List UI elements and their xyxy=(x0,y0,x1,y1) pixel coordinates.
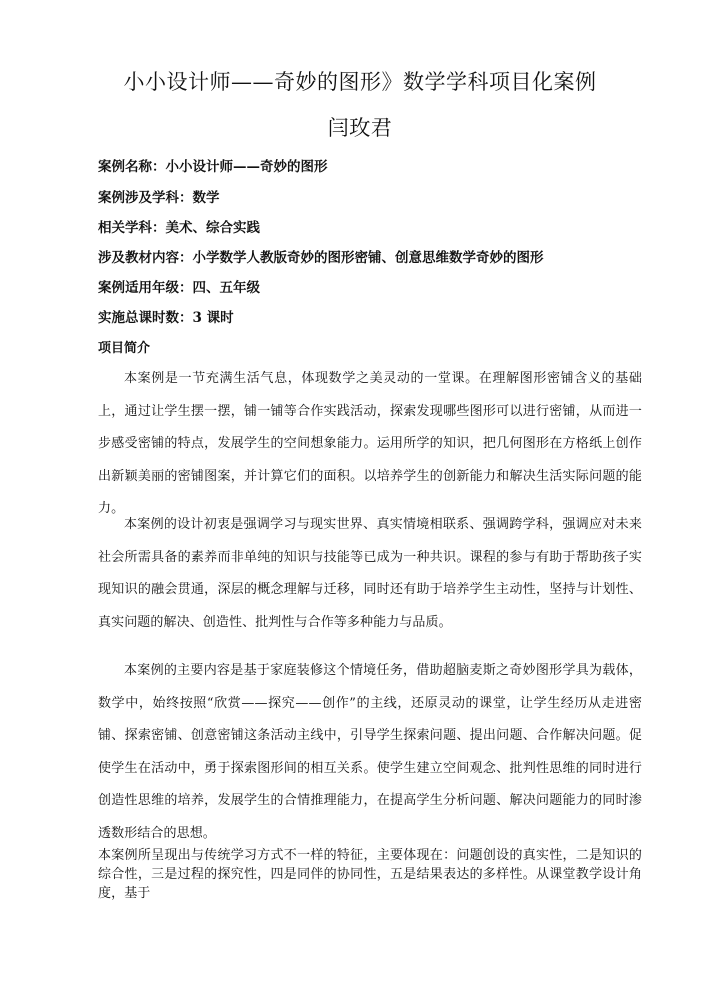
design-paragraph: 本案例的设计初衷是强调学习与现实世界、真实情境相联系、强调跨学科，强调应对未来社会所需具备的素养而非单纯的知识与技能等已成为一种共识。课程的参与有助于帮助孩子实现知识的融会贯通，深层的概念理解与迁移，同时还有助于培养学生主动性，坚持与计划性、真实问题的解决、创造性、批判性与合作等多种能力与品质。 xyxy=(98,517,642,630)
section-heading: 项目简介 xyxy=(98,341,151,356)
meta-label: 实施总课时数： xyxy=(98,310,193,326)
document-title: 小小设计师——奇妙的图形》数学学科项目化案例 xyxy=(123,70,597,94)
meta-value: 美术、综合实践 xyxy=(165,220,260,236)
document-author: 闫玫君 xyxy=(327,116,393,140)
meta-label: 案例名称： xyxy=(98,159,166,175)
meta-subject xyxy=(98,186,220,206)
meta-value: 四、五年级 xyxy=(192,280,260,296)
content-paragraph: 本案例的主要内容是基于家庭装修这个情境任务，借助超脑麦斯之奇妙图形学具为载体，数学中，始终按照“欣赏——探究——创作”的主线，还原灵动的课堂，让学生经历从走进密铺、探索密铺、创意密铺这条活动主线中，引导学生探索问题、提出问题、合作解决问题。促使学生在活动中，勇于探索图形间的相互关系。使学生建立空间观念、批判性思维的同时进行创造性思维的培养，发展学生的合情推理能力，在提高学生分析问题、解决问题能力的同时渗透数形结合的思想。 xyxy=(98,663,642,841)
meta-label: 涉及教材内容： xyxy=(98,250,193,266)
intro-paragraph: 本案例是一节充满生活气息，体现数学之美灵动的一堂课。在理解图形密铺含义的基础上，通过让学生摆一摆，铺一铺等合作实践活动，探索发现哪些图形可以进行密铺，从而进一步感受密铺的特点，发展学生的空间想象能力。运用所学的知识，把几何图形在方格纸上创作出新颖美丽的密铺图案，并计算它们的面积。以培养学生的创新能力和解决生活实际问题的能力。 xyxy=(98,371,642,517)
meta-value: 小小设计师——奇妙的图形 xyxy=(165,159,328,175)
meta-textbook-content xyxy=(98,246,544,266)
features-paragraph: 本案例所呈现出与传统学习方式不一样的特征，主要体现在：问题创设的真实性，二是知识的综合性，三是过程的探究性，四是同伴的协同性，五是结果表达的多样性。从课堂教学设计角度，基于 xyxy=(98,848,642,901)
meta-grade xyxy=(98,276,260,296)
meta-label: 相关学科： xyxy=(98,220,166,236)
meta-label: 案例适用年级： xyxy=(98,280,193,296)
meta-label: 案例涉及学科： xyxy=(98,190,193,206)
meta-case-name xyxy=(98,155,328,175)
meta-value: 小学数学人教版奇妙的图形密铺、创意思维数学奇妙的图形 xyxy=(192,250,544,266)
meta-total-hours xyxy=(98,306,234,326)
meta-value: 数学 xyxy=(192,190,220,206)
meta-value: 3 课时 xyxy=(192,310,234,326)
meta-related-subjects xyxy=(98,216,260,236)
